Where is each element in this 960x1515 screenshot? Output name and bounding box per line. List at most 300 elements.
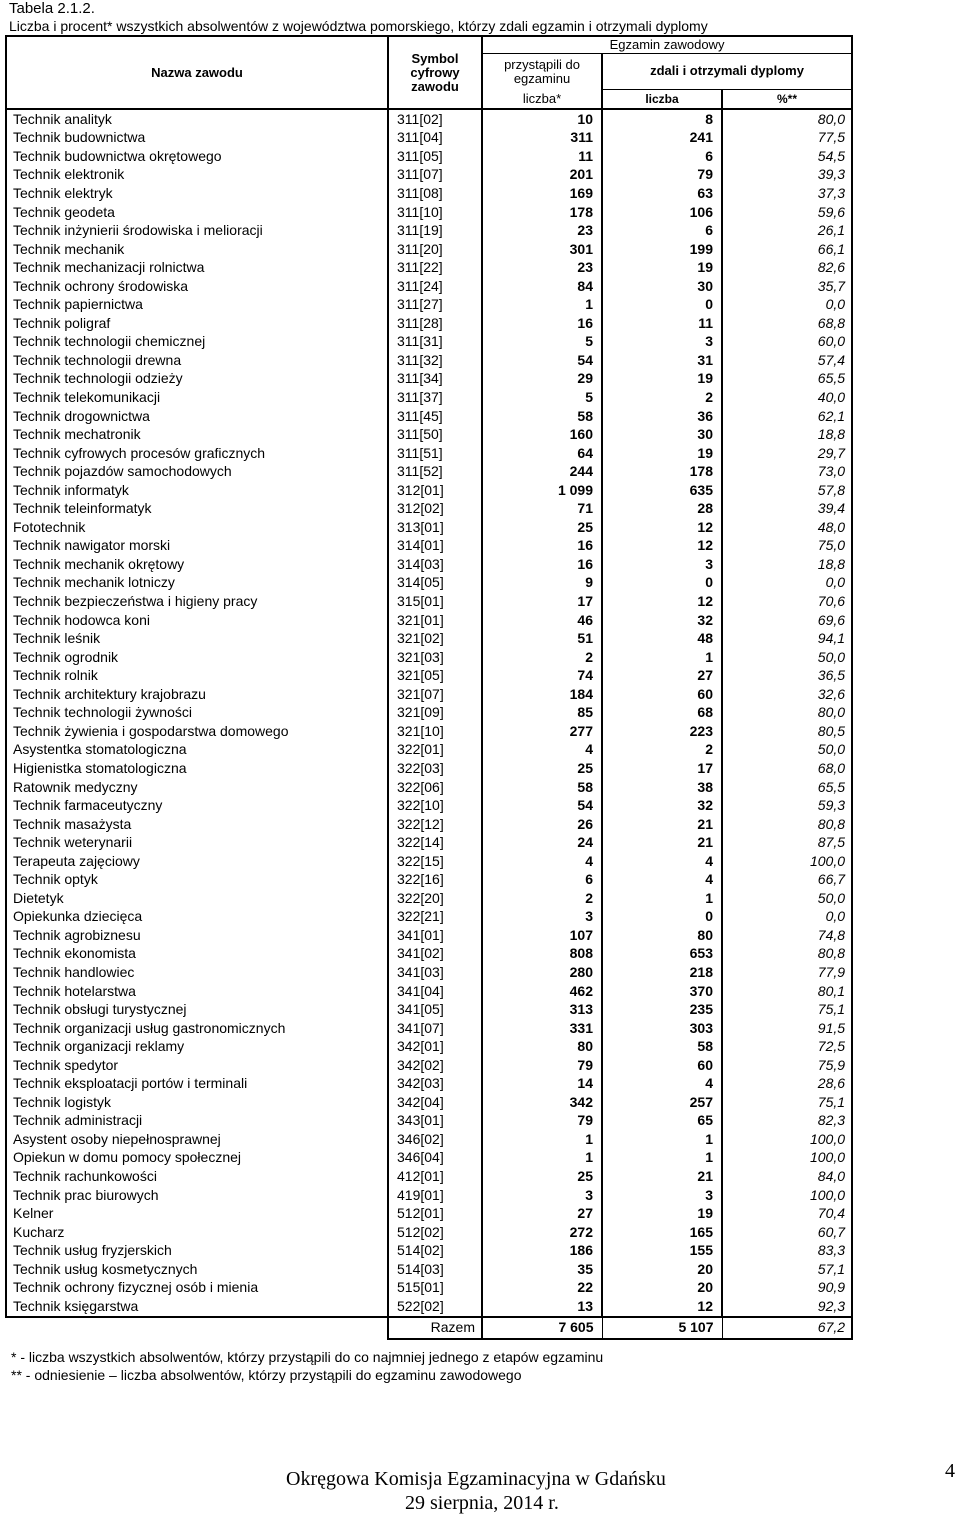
row-symbol: 342[02]	[388, 1056, 482, 1075]
table-row	[6, 277, 852, 296]
table-row	[6, 462, 852, 481]
row-name: Higienistka stomatologiczna	[6, 759, 388, 778]
row-name: Technik elektronik	[6, 166, 388, 185]
table-row	[6, 1260, 852, 1279]
row-passed: 223	[602, 722, 722, 741]
table-row	[6, 852, 852, 871]
row-symbol: 311[27]	[388, 296, 482, 315]
row-symbol: 311[22]	[388, 258, 482, 277]
header-took: przystąpili do egzaminu	[482, 54, 602, 90]
row-took: 10	[482, 109, 602, 129]
row-name: Technik farmaceutyczny	[6, 796, 388, 815]
row-symbol: 321[03]	[388, 648, 482, 667]
table-row	[6, 592, 852, 611]
row-took: 11	[482, 147, 602, 166]
row-took: 22	[482, 1279, 602, 1298]
row-percent: 80,1	[722, 982, 852, 1001]
row-took: 16	[482, 555, 602, 574]
row-took: 5	[482, 333, 602, 352]
row-took: 169	[482, 184, 602, 203]
total-label: Razem	[388, 1317, 482, 1339]
results-table	[5, 35, 853, 1340]
row-percent: 94,1	[722, 629, 852, 648]
total-passed: 5 107	[602, 1317, 722, 1339]
table-row	[6, 1167, 852, 1186]
row-percent: 77,9	[722, 963, 852, 982]
row-name: Technik agrobiznesu	[6, 926, 388, 945]
row-took: 244	[482, 462, 602, 481]
row-took: 6	[482, 870, 602, 889]
table-row	[6, 203, 852, 222]
table-row	[6, 109, 852, 129]
row-took: 4	[482, 741, 602, 760]
table-row	[6, 741, 852, 760]
row-name: Technik żywienia i gospodarstwa domowego	[6, 722, 388, 741]
header-count-took: liczba*	[482, 89, 602, 109]
row-passed: 30	[602, 277, 722, 296]
table-row	[6, 574, 852, 593]
table-row	[6, 518, 852, 537]
row-symbol: 514[02]	[388, 1241, 482, 1260]
row-took: 107	[482, 926, 602, 945]
row-passed: 19	[602, 444, 722, 463]
row-name: Technik logistyk	[6, 1093, 388, 1112]
table-row	[6, 611, 852, 630]
row-percent: 57,4	[722, 351, 852, 370]
row-took: 23	[482, 221, 602, 240]
row-symbol: 342[04]	[388, 1093, 482, 1112]
row-passed: 257	[602, 1093, 722, 1112]
row-percent: 100,0	[722, 852, 852, 871]
table-row	[6, 1204, 852, 1223]
row-took: 51	[482, 629, 602, 648]
row-symbol: 341[05]	[388, 1000, 482, 1019]
row-passed: 4	[602, 870, 722, 889]
table-row	[6, 147, 852, 166]
row-symbol: 321[10]	[388, 722, 482, 741]
row-symbol: 311[20]	[388, 240, 482, 259]
row-percent: 91,5	[722, 1019, 852, 1038]
row-passed: 11	[602, 314, 722, 333]
table-row	[6, 314, 852, 333]
row-symbol: 312[01]	[388, 481, 482, 500]
row-name: Technik leśnik	[6, 629, 388, 648]
row-name: Technik masażysta	[6, 815, 388, 834]
row-took: 16	[482, 314, 602, 333]
row-symbol: 346[04]	[388, 1149, 482, 1168]
row-percent: 18,8	[722, 555, 852, 574]
row-percent: 87,5	[722, 833, 852, 852]
row-symbol: 342[03]	[388, 1074, 482, 1093]
row-name: Technik usług kosmetycznych	[6, 1260, 388, 1279]
row-symbol: 311[07]	[388, 166, 482, 185]
table-row	[6, 1186, 852, 1205]
row-name: Technik drogownictwa	[6, 407, 388, 426]
row-passed: 38	[602, 778, 722, 797]
row-passed: 635	[602, 481, 722, 500]
row-symbol: 311[52]	[388, 462, 482, 481]
row-symbol: 314[03]	[388, 555, 482, 574]
row-symbol: 341[04]	[388, 982, 482, 1001]
row-passed: 218	[602, 963, 722, 982]
row-name: Fototechnik	[6, 518, 388, 537]
row-symbol: 515[01]	[388, 1279, 482, 1298]
row-symbol: 311[31]	[388, 333, 482, 352]
row-passed: 12	[602, 1297, 722, 1317]
table-row	[6, 648, 852, 667]
row-passed: 21	[602, 833, 722, 852]
table-row	[6, 370, 852, 389]
row-name: Technik administracji	[6, 1112, 388, 1131]
row-percent: 50,0	[722, 741, 852, 760]
row-passed: 4	[602, 852, 722, 871]
row-percent: 80,8	[722, 815, 852, 834]
row-took: 3	[482, 1186, 602, 1205]
row-symbol: 311[28]	[388, 314, 482, 333]
row-took: 331	[482, 1019, 602, 1038]
row-took: 25	[482, 759, 602, 778]
row-passed: 27	[602, 666, 722, 685]
row-name: Technik analityk	[6, 109, 388, 129]
row-took: 16	[482, 537, 602, 556]
table-row	[6, 685, 852, 704]
row-name: Technik mechatronik	[6, 425, 388, 444]
row-passed: 303	[602, 1019, 722, 1038]
row-passed: 20	[602, 1279, 722, 1298]
row-took: 35	[482, 1260, 602, 1279]
row-symbol: 322[16]	[388, 870, 482, 889]
row-percent: 0,0	[722, 296, 852, 315]
table-row	[6, 333, 852, 352]
row-percent: 92,3	[722, 1297, 852, 1317]
row-took: 79	[482, 1112, 602, 1131]
row-passed: 12	[602, 518, 722, 537]
table-row	[6, 870, 852, 889]
row-passed: 28	[602, 500, 722, 519]
table-row	[6, 945, 852, 964]
row-symbol: 321[09]	[388, 704, 482, 723]
date-footer: 29 sierpnia, 2014 r.	[405, 1492, 559, 1514]
row-symbol: 311[19]	[388, 221, 482, 240]
row-took: 80	[482, 1037, 602, 1056]
table-row	[6, 963, 852, 982]
row-passed: 68	[602, 704, 722, 723]
row-name: Technik technologii drewna	[6, 351, 388, 370]
row-passed: 36	[602, 407, 722, 426]
row-name: Technik hodowca koni	[6, 611, 388, 630]
row-percent: 54,5	[722, 147, 852, 166]
table-row	[6, 1130, 852, 1149]
row-took: 58	[482, 407, 602, 426]
table-row	[6, 240, 852, 259]
row-name: Technik handlowiec	[6, 963, 388, 982]
row-name: Technik teleinformatyk	[6, 500, 388, 519]
row-percent: 59,3	[722, 796, 852, 815]
row-took: 280	[482, 963, 602, 982]
row-name: Technik ogrodnik	[6, 648, 388, 667]
row-symbol: 341[03]	[388, 963, 482, 982]
row-symbol: 311[04]	[388, 129, 482, 148]
row-passed: 60	[602, 1056, 722, 1075]
row-name: Technik informatyk	[6, 481, 388, 500]
row-percent: 82,3	[722, 1112, 852, 1131]
row-name: Technik technologii żywności	[6, 704, 388, 723]
row-took: 13	[482, 1297, 602, 1317]
row-percent: 50,0	[722, 889, 852, 908]
row-symbol: 315[01]	[388, 592, 482, 611]
row-symbol: 512[02]	[388, 1223, 482, 1242]
row-name: Technik bezpieczeństwa i higieny pracy	[6, 592, 388, 611]
row-symbol: 322[20]	[388, 889, 482, 908]
row-passed: 178	[602, 462, 722, 481]
row-took: 46	[482, 611, 602, 630]
row-name: Technik organizacji reklamy	[6, 1037, 388, 1056]
row-symbol: 313[01]	[388, 518, 482, 537]
row-passed: 21	[602, 1167, 722, 1186]
total-percent: 67,2	[722, 1317, 852, 1339]
row-name: Asystentka stomatologiczna	[6, 741, 388, 760]
row-percent: 29,7	[722, 444, 852, 463]
row-percent: 80,8	[722, 945, 852, 964]
row-symbol: 512[01]	[388, 1204, 482, 1223]
row-passed: 17	[602, 759, 722, 778]
row-passed: 0	[602, 296, 722, 315]
row-passed: 12	[602, 537, 722, 556]
row-percent: 75,1	[722, 1000, 852, 1019]
row-passed: 32	[602, 796, 722, 815]
row-took: 1 099	[482, 481, 602, 500]
row-percent: 74,8	[722, 926, 852, 945]
row-took: 2	[482, 648, 602, 667]
table-row	[6, 481, 852, 500]
table-row	[6, 129, 852, 148]
row-name: Technik geodeta	[6, 203, 388, 222]
table-row	[6, 296, 852, 315]
row-percent: 18,8	[722, 425, 852, 444]
row-symbol: 321[07]	[388, 685, 482, 704]
table-row	[6, 555, 852, 574]
row-symbol: 312[02]	[388, 500, 482, 519]
row-took: 71	[482, 500, 602, 519]
row-symbol: 322[06]	[388, 778, 482, 797]
row-symbol: 322[21]	[388, 908, 482, 927]
row-took: 54	[482, 796, 602, 815]
table-row	[6, 1056, 852, 1075]
row-passed: 8	[602, 109, 722, 129]
row-passed: 106	[602, 203, 722, 222]
row-took: 184	[482, 685, 602, 704]
row-name: Opiekunka dziecięca	[6, 908, 388, 927]
row-name: Asystent osoby niepełnosprawnej	[6, 1130, 388, 1149]
row-percent: 48,0	[722, 518, 852, 537]
row-symbol: 314[01]	[388, 537, 482, 556]
row-took: 313	[482, 1000, 602, 1019]
row-passed: 19	[602, 258, 722, 277]
row-percent: 35,7	[722, 277, 852, 296]
row-passed: 1	[602, 1130, 722, 1149]
row-percent: 90,9	[722, 1279, 852, 1298]
table-row	[6, 926, 852, 945]
row-took: 277	[482, 722, 602, 741]
table-row	[6, 1297, 852, 1317]
table-row	[6, 221, 852, 240]
table-row	[6, 184, 852, 203]
row-passed: 2	[602, 388, 722, 407]
row-name: Technik mechanik lotniczy	[6, 574, 388, 593]
row-percent: 28,6	[722, 1074, 852, 1093]
table-row	[6, 1000, 852, 1019]
row-name: Technik ochrony środowiska	[6, 277, 388, 296]
row-took: 160	[482, 425, 602, 444]
row-name: Kucharz	[6, 1223, 388, 1242]
row-passed: 3	[602, 555, 722, 574]
row-percent: 68,0	[722, 759, 852, 778]
row-percent: 32,6	[722, 685, 852, 704]
row-passed: 6	[602, 221, 722, 240]
row-passed: 3	[602, 333, 722, 352]
row-took: 14	[482, 1074, 602, 1093]
row-symbol: 514[03]	[388, 1260, 482, 1279]
row-name: Technik rachunkowości	[6, 1167, 388, 1186]
row-symbol: 342[01]	[388, 1037, 482, 1056]
header-name: Nazwa zawodu	[6, 36, 388, 109]
row-symbol: 341[01]	[388, 926, 482, 945]
row-took: 25	[482, 1167, 602, 1186]
row-passed: 48	[602, 629, 722, 648]
table-row	[6, 351, 852, 370]
row-name: Technik architektury krajobrazu	[6, 685, 388, 704]
row-symbol: 321[01]	[388, 611, 482, 630]
table-row	[6, 704, 852, 723]
row-took: 201	[482, 166, 602, 185]
row-percent: 39,3	[722, 166, 852, 185]
row-name: Terapeuta zajęciowy	[6, 852, 388, 871]
row-name: Technik spedytor	[6, 1056, 388, 1075]
row-percent: 80,0	[722, 704, 852, 723]
row-symbol: 322[14]	[388, 833, 482, 852]
row-percent: 69,6	[722, 611, 852, 630]
row-percent: 26,1	[722, 221, 852, 240]
row-took: 25	[482, 518, 602, 537]
row-passed: 235	[602, 1000, 722, 1019]
row-passed: 0	[602, 574, 722, 593]
row-took: 301	[482, 240, 602, 259]
row-symbol: 346[02]	[388, 1130, 482, 1149]
row-percent: 75,0	[722, 537, 852, 556]
row-took: 462	[482, 982, 602, 1001]
row-symbol: 322[01]	[388, 741, 482, 760]
row-took: 24	[482, 833, 602, 852]
row-percent: 100,0	[722, 1149, 852, 1168]
row-passed: 4	[602, 1074, 722, 1093]
row-passed: 19	[602, 1204, 722, 1223]
total-took: 7 605	[482, 1317, 602, 1339]
row-percent: 77,5	[722, 129, 852, 148]
organization-footer: Okręgowa Komisja Egzaminacyjna w Gdańsku	[286, 1468, 666, 1490]
table-row	[6, 982, 852, 1001]
row-symbol: 311[45]	[388, 407, 482, 426]
table-row	[6, 629, 852, 648]
row-percent: 70,4	[722, 1204, 852, 1223]
table-row	[6, 1074, 852, 1093]
row-name: Technik cyfrowych procesów graficznych	[6, 444, 388, 463]
row-name: Technik technologii chemicznej	[6, 333, 388, 352]
row-symbol: 311[02]	[388, 109, 482, 129]
row-percent: 100,0	[722, 1186, 852, 1205]
table-row	[6, 1037, 852, 1056]
row-passed: 20	[602, 1260, 722, 1279]
row-name: Technik papiernictwa	[6, 296, 388, 315]
row-symbol: 343[01]	[388, 1112, 482, 1131]
table-row	[6, 407, 852, 426]
row-passed: 199	[602, 240, 722, 259]
row-passed: 155	[602, 1241, 722, 1260]
row-passed: 79	[602, 166, 722, 185]
row-symbol: 322[12]	[388, 815, 482, 834]
row-name: Technik eksploatacji portów i terminali	[6, 1074, 388, 1093]
row-name: Technik inżynierii środowiska i melioracji	[6, 221, 388, 240]
table-row	[6, 778, 852, 797]
table-row	[6, 1093, 852, 1112]
row-symbol: 341[02]	[388, 945, 482, 964]
row-percent: 0,0	[722, 574, 852, 593]
row-symbol: 311[51]	[388, 444, 482, 463]
row-name: Opiekun w domu pomocy społecznej	[6, 1149, 388, 1168]
row-passed: 58	[602, 1037, 722, 1056]
row-passed: 30	[602, 425, 722, 444]
table-number: Tabela 2.1.2.	[9, 0, 95, 17]
row-took: 17	[482, 592, 602, 611]
row-passed: 63	[602, 184, 722, 203]
row-took: 23	[482, 258, 602, 277]
row-symbol: 419[01]	[388, 1186, 482, 1205]
table-row	[6, 258, 852, 277]
row-name: Technik ekonomista	[6, 945, 388, 964]
row-symbol: 311[50]	[388, 425, 482, 444]
row-percent: 75,9	[722, 1056, 852, 1075]
row-name: Technik usług fryzjerskich	[6, 1241, 388, 1260]
row-passed: 65	[602, 1112, 722, 1131]
table-row	[6, 444, 852, 463]
row-passed: 12	[602, 592, 722, 611]
table-row	[6, 1279, 852, 1298]
row-name: Technik ochrony fizycznej osób i mienia	[6, 1279, 388, 1298]
row-name: Technik mechanizacji rolnictwa	[6, 258, 388, 277]
row-percent: 80,0	[722, 109, 852, 129]
row-name: Technik budownictwa	[6, 129, 388, 148]
row-passed: 0	[602, 908, 722, 927]
row-took: 29	[482, 370, 602, 389]
row-percent: 65,5	[722, 778, 852, 797]
header-exam: Egzamin zawodowy	[482, 36, 852, 54]
row-passed: 21	[602, 815, 722, 834]
table-row	[6, 500, 852, 519]
page-number: 4	[945, 1460, 955, 1482]
footnote-2: ** - odniesienie – liczba absolwentów, którzy przystąpili do egzaminu zawodowego	[11, 1367, 522, 1383]
row-symbol: 412[01]	[388, 1167, 482, 1186]
row-name: Technik pojazdów samochodowych	[6, 462, 388, 481]
table-caption: Liczba i procent* wszystkich absolwentów z województwa pomorskiego, którzy zdali egzamin i otrzymali dyplomy	[9, 18, 708, 34]
row-symbol: 322[15]	[388, 852, 482, 871]
row-percent: 100,0	[722, 1130, 852, 1149]
row-passed: 1	[602, 889, 722, 908]
row-passed: 1	[602, 1149, 722, 1168]
row-passed: 80	[602, 926, 722, 945]
row-percent: 75,1	[722, 1093, 852, 1112]
row-symbol: 311[05]	[388, 147, 482, 166]
row-percent: 66,7	[722, 870, 852, 889]
row-took: 1	[482, 1130, 602, 1149]
